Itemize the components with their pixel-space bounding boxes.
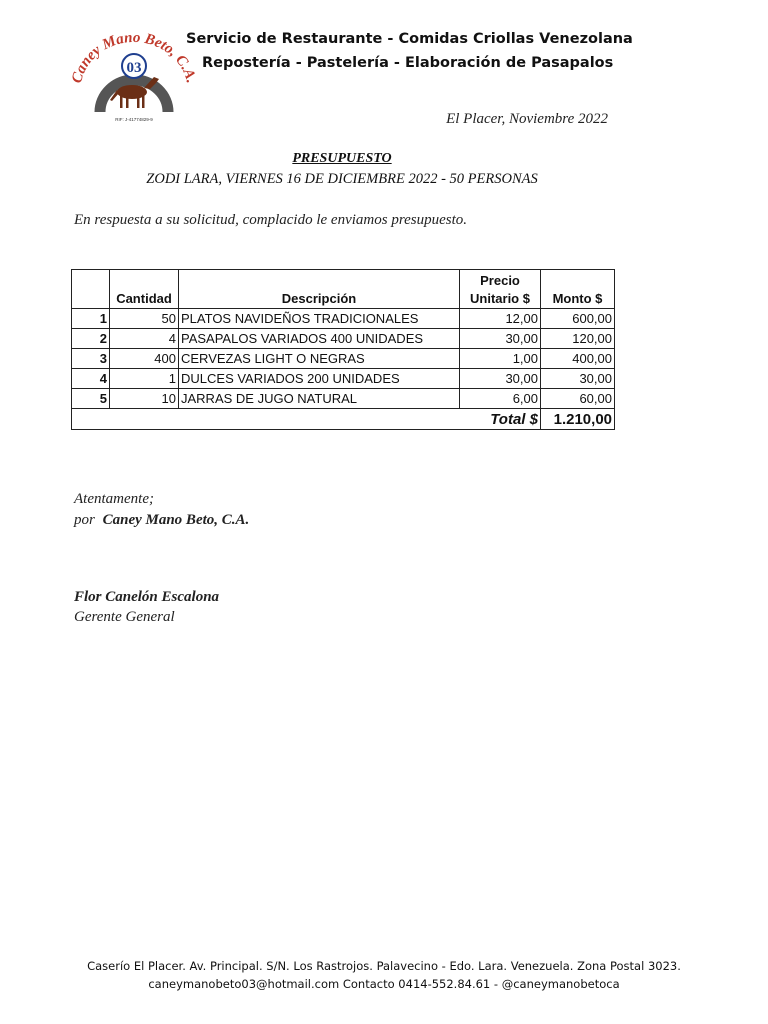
logo-small-text: RIF: J-41774829-9 bbox=[115, 117, 153, 122]
document-subtitle: ZODI LARA, VIERNES 16 DE DICIEMBRE 2022 - 50 PERSONAS bbox=[146, 171, 538, 187]
row-cantidad: 400 bbox=[110, 349, 179, 369]
document-date: El Placer, Noviembre 2022 bbox=[446, 111, 608, 127]
row-monto: 600,00 bbox=[541, 309, 615, 329]
quote-table bbox=[71, 269, 615, 430]
row-descripcion: JARRAS DE JUGO NATURAL bbox=[179, 389, 460, 409]
table-row bbox=[72, 349, 615, 369]
table-row bbox=[72, 369, 615, 389]
header-services-line: Servicio de Restaurante - Comidas Criollas Venezolana bbox=[186, 31, 633, 47]
row-descripcion: PASAPALOS VARIADOS 400 UNIDADES bbox=[179, 329, 460, 349]
col-header-monto: Monto $ bbox=[541, 270, 615, 309]
row-number: 2 bbox=[72, 329, 110, 349]
footer-contact: caneymanobeto03@hotmail.com Contacto 0414-552.84.61 - @caneymanobetoca bbox=[148, 977, 620, 991]
signer-name: Flor Canelón Escalona bbox=[74, 589, 220, 605]
row-monto: 60,00 bbox=[541, 389, 615, 409]
total-value: 1.210,00 bbox=[541, 409, 615, 430]
logo-arc-text: Caney Mano Beto, C.A. bbox=[70, 29, 198, 85]
horseshoe-logo-icon bbox=[70, 28, 198, 124]
closing-company: Caney Mano Beto, C.A. bbox=[102, 512, 250, 528]
row-cantidad: 50 bbox=[110, 309, 179, 329]
table-row bbox=[72, 329, 615, 349]
closing-greeting: Atentamente; bbox=[74, 491, 154, 507]
row-descripcion: PLATOS NAVIDEÑOS TRADICIONALES bbox=[179, 309, 460, 329]
row-cantidad: 4 bbox=[110, 329, 179, 349]
row-unitario: 1,00 bbox=[460, 349, 541, 369]
total-label: Total $ bbox=[72, 409, 541, 430]
row-monto: 400,00 bbox=[541, 349, 615, 369]
col-header-precio-line2: Unitario $ bbox=[470, 291, 530, 306]
row-number: 1 bbox=[72, 309, 110, 329]
row-monto: 30,00 bbox=[541, 369, 615, 389]
table-total-row bbox=[72, 409, 615, 430]
row-unitario: 6,00 bbox=[460, 389, 541, 409]
company-logo bbox=[70, 28, 198, 124]
row-descripcion: CERVEZAS LIGHT O NEGRAS bbox=[179, 349, 460, 369]
logo-number: 03 bbox=[126, 60, 142, 76]
col-header-cantidad: Cantidad bbox=[110, 270, 179, 309]
row-cantidad: 1 bbox=[110, 369, 179, 389]
signer-block bbox=[74, 587, 219, 627]
signer-role: Gerente General bbox=[74, 609, 175, 625]
row-unitario: 30,00 bbox=[460, 369, 541, 389]
row-number: 4 bbox=[72, 369, 110, 389]
col-header-precio bbox=[460, 270, 541, 309]
closing-por: por bbox=[74, 512, 95, 528]
col-header-number bbox=[72, 270, 110, 309]
closing-block bbox=[74, 489, 249, 531]
row-unitario: 30,00 bbox=[460, 329, 541, 349]
row-number: 3 bbox=[72, 349, 110, 369]
table-row bbox=[72, 389, 615, 409]
footer-address: Caserío El Placer. Av. Principal. S/N. Los Rastrojos. Palavecino - Edo. Lara. Venezuela. Zona Postal 3023. bbox=[87, 959, 681, 973]
row-number: 5 bbox=[72, 389, 110, 409]
row-monto: 120,00 bbox=[541, 329, 615, 349]
table-row bbox=[72, 309, 615, 329]
col-header-precio-line1: Precio bbox=[480, 273, 520, 288]
col-header-descripcion: Descripción bbox=[179, 270, 460, 309]
intro-text: En respuesta a su solicitud, complacido le enviamos presupuesto. bbox=[74, 212, 468, 228]
row-descripcion: DULCES VARIADOS 200 UNIDADES bbox=[179, 369, 460, 389]
row-cantidad: 10 bbox=[110, 389, 179, 409]
row-unitario: 12,00 bbox=[460, 309, 541, 329]
table-header-row bbox=[72, 270, 615, 309]
header-products-line: Repostería - Pastelería - Elaboración de Pasapalos bbox=[202, 55, 614, 71]
document-title: PRESUPUESTO bbox=[292, 151, 392, 166]
closing-company-line bbox=[74, 510, 249, 531]
